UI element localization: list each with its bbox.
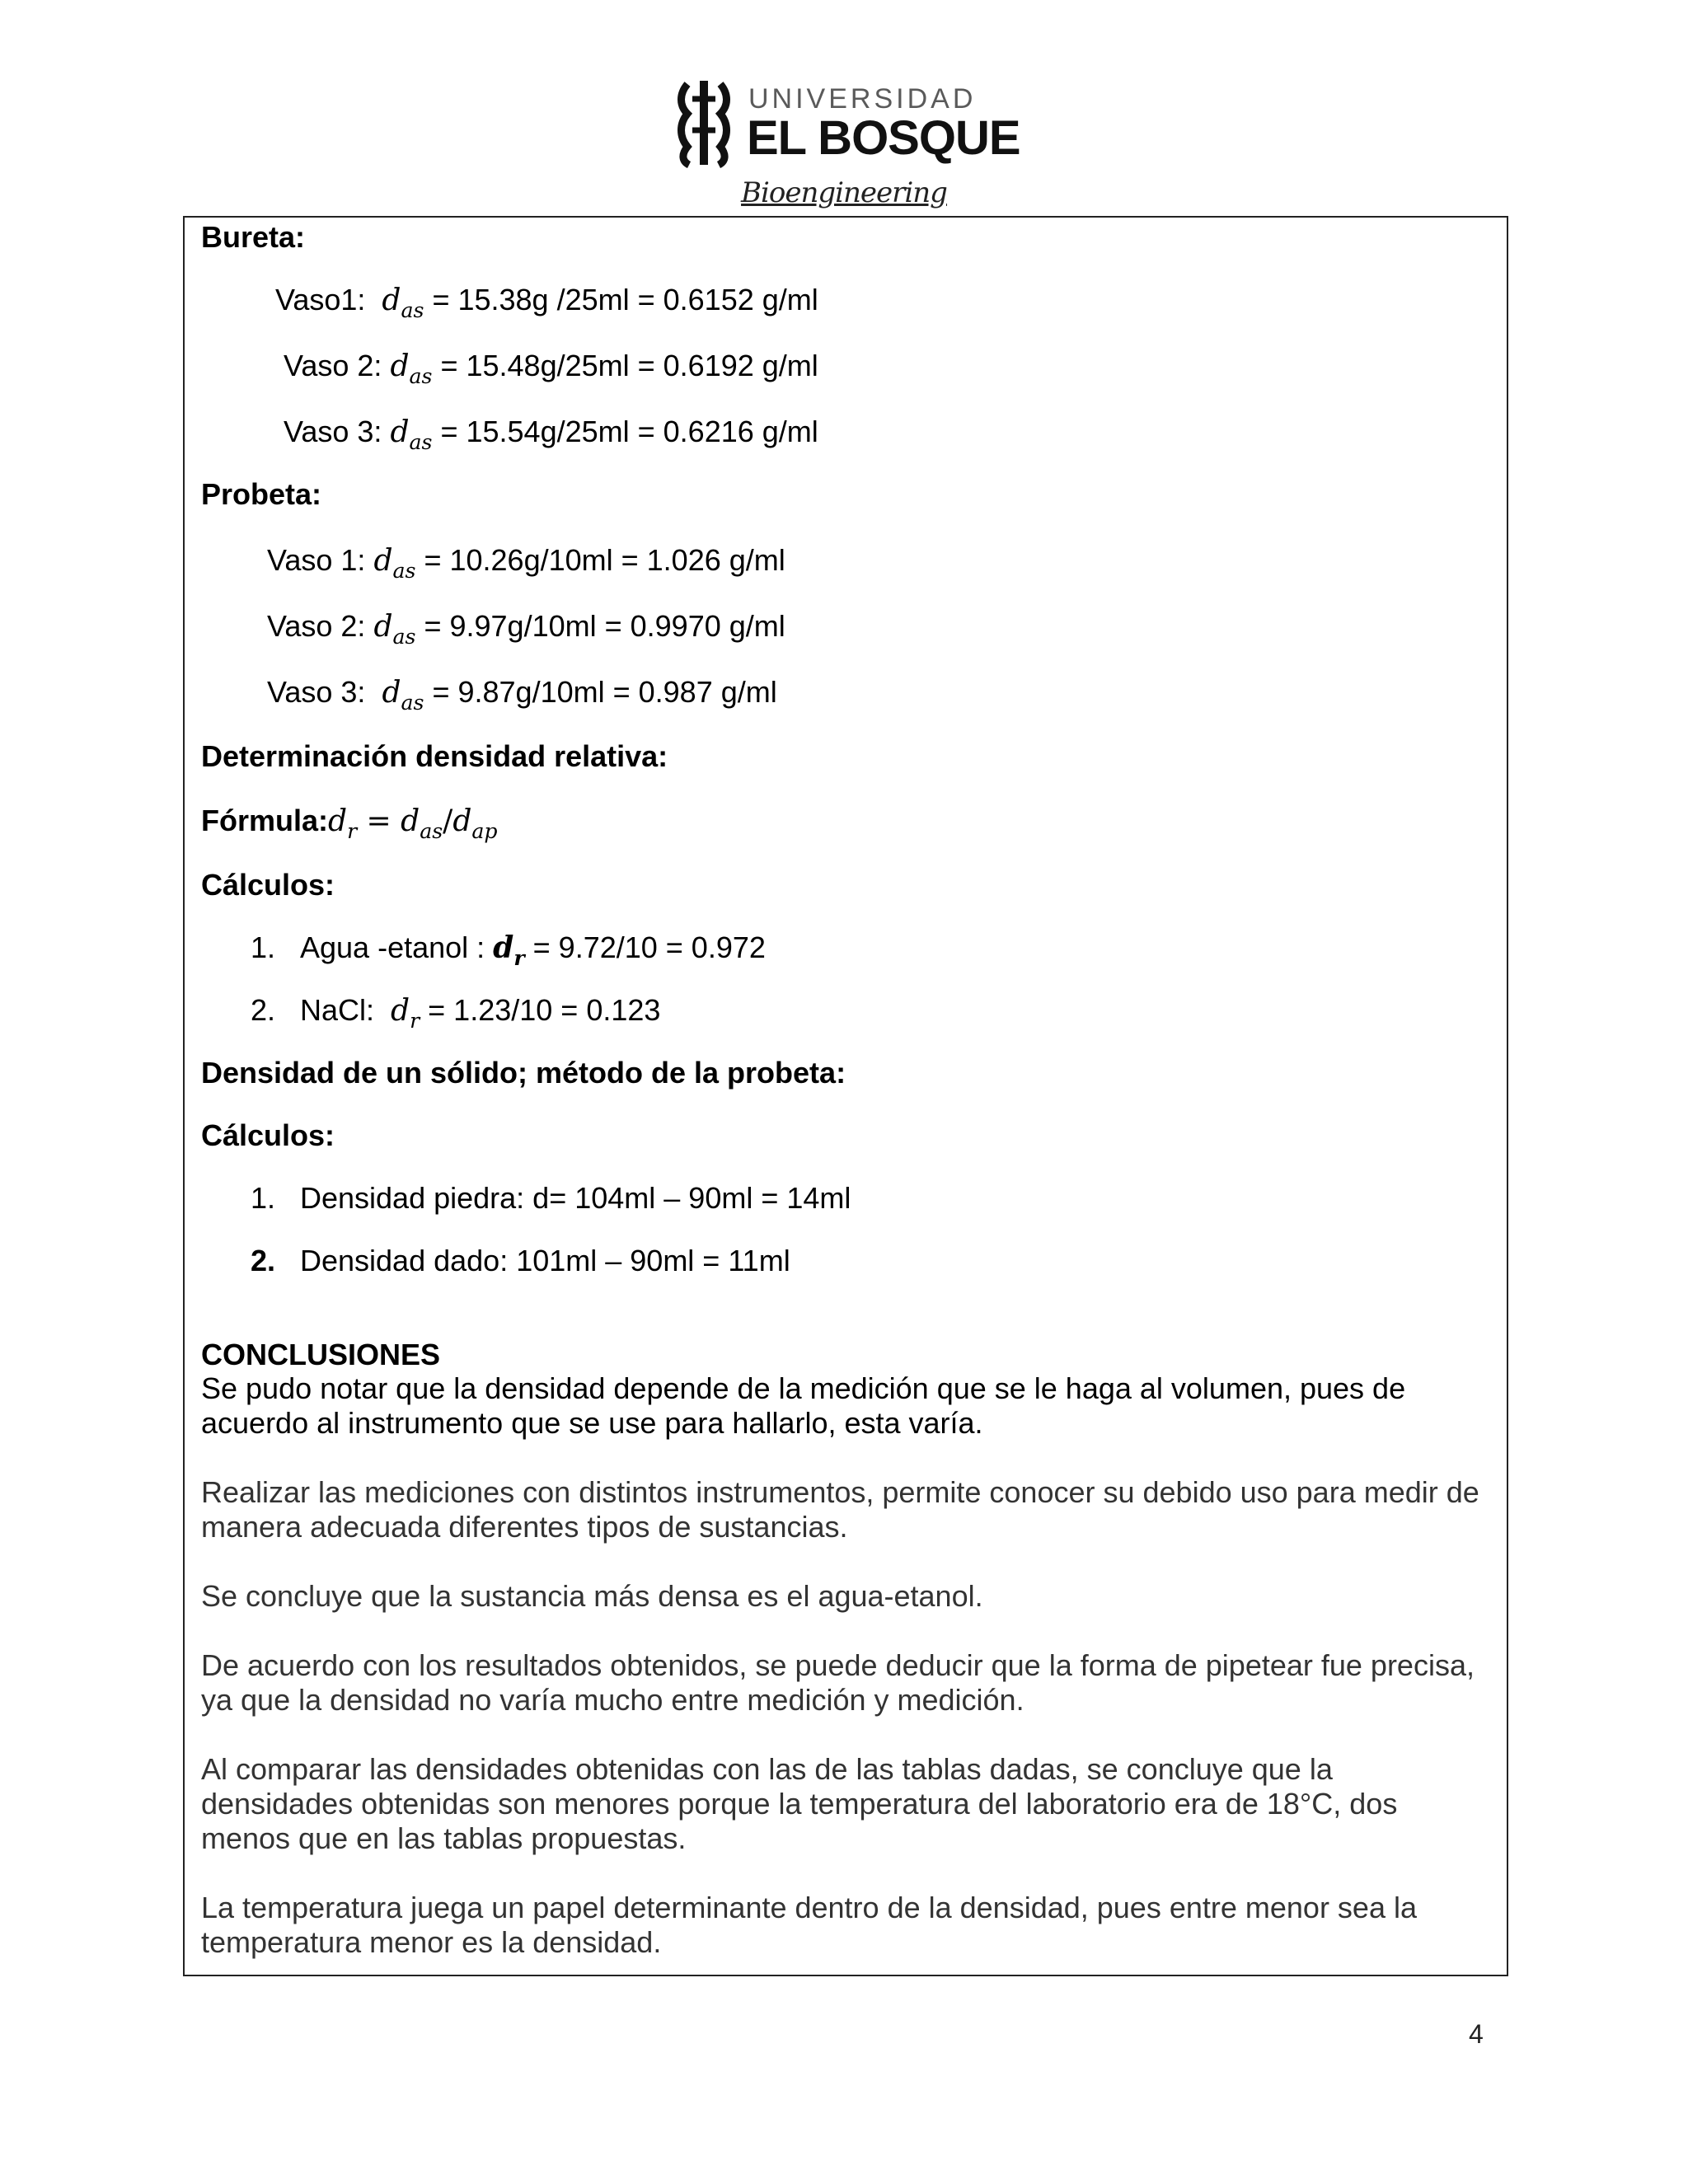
row-label: Vaso 1: bbox=[267, 543, 366, 577]
row-label: Vaso 3: bbox=[284, 415, 382, 448]
list-number: 1. bbox=[251, 1181, 276, 1215]
bureta-heading: Bureta: bbox=[201, 220, 306, 254]
list-item: 1. Densidad piedra: d= 104ml – 90ml = 14ml bbox=[251, 1181, 851, 1215]
row-label: Vaso 3: bbox=[267, 675, 366, 709]
conclusion-paragraph: Realizar las mediciones con distintos instrumentos, permite conocer su debido uso para medir de manera adecuada diferentes tipos de sustancias. bbox=[201, 1475, 1479, 1544]
bureta-row bbox=[275, 282, 818, 329]
bureta-row bbox=[284, 414, 818, 461]
page-number: 4 bbox=[1469, 2019, 1484, 2049]
list-item: 2. Densidad dado: 101ml – 90ml = 11ml bbox=[251, 1244, 790, 1277]
probeta-row bbox=[267, 542, 785, 589]
relativa-calc-heading: Cálculos: bbox=[201, 868, 335, 902]
formula-line bbox=[201, 803, 498, 850]
row-label: Vaso1: bbox=[275, 283, 366, 316]
university-logo bbox=[676, 77, 1020, 168]
conclusion-paragraph: Al comparar las densidades obtenidas con las de las tablas dadas, se concluye que la densidades obtenidas son menores porque la temperatura del laboratorio era de 18°C, dos menos que en las tablas propuestas. bbox=[201, 1752, 1398, 1855]
conclusion-paragraph: Se concluye que la sustancia más densa es el agua-etanol. bbox=[201, 1579, 983, 1613]
row-expression: = 9.87g/10ml = 0.987 g/ml bbox=[432, 675, 777, 709]
list-number: 1. bbox=[251, 930, 276, 964]
conclusion-paragraph: Se pudo notar que la densidad depende de la medición que se le haga al volumen, pues de acuerdo al instrumento que se use para hallarlo, esta varía. bbox=[201, 1371, 1406, 1440]
row-expression: = 15.48g/25ml = 0.6192 g/ml bbox=[440, 349, 818, 382]
formula-label: Fórmula: bbox=[201, 804, 329, 837]
row-expression: = 15.38g /25ml = 0.6152 g/ml bbox=[432, 283, 818, 316]
conclusion-paragraph: La temperatura juega un papel determinante dentro de la densidad, pues entre menor sea la temperatura menor es la densidad. bbox=[201, 1891, 1417, 1959]
relative-density-symbol: $d_r$ bbox=[493, 930, 525, 970]
relative-density-symbol: $d_r$ bbox=[391, 994, 420, 1033]
density-symbol: $d_{as}$ bbox=[390, 415, 433, 454]
relativa-heading: Determinación densidad relativa: bbox=[201, 739, 668, 773]
list-item: 2. NaCl: $d_r = 1.23/10 = 0.123$ bbox=[251, 993, 661, 1033]
row-expression: = 15.54g/25ml = 0.6216 g/ml bbox=[440, 415, 818, 448]
solido-calc-heading: Cálculos: bbox=[201, 1118, 335, 1152]
page-header bbox=[0, 0, 1688, 216]
row-label: Vaso 2: bbox=[267, 609, 366, 643]
density-symbol: $d_{as}$ bbox=[390, 349, 433, 388]
content-box bbox=[183, 216, 1508, 1976]
logo-university-text: UNIVERSIDAD bbox=[748, 83, 977, 115]
conclusion-paragraph: De acuerdo con los resultados obtenidos, se puede deducir que la forma de pipetear fue precisa, ya que la densidad no varía mucho entre medición y medición. bbox=[201, 1648, 1475, 1717]
list-number: 2. bbox=[251, 1244, 276, 1277]
density-symbol: $d_{as}$ bbox=[382, 676, 424, 715]
list-number: 2. bbox=[251, 993, 276, 1027]
solido-heading: Densidad de un sólido; método de la probeta: bbox=[201, 1056, 846, 1090]
logo-name-text: EL BOSQUE bbox=[747, 111, 1020, 165]
row-label: Vaso 2: bbox=[284, 349, 382, 382]
conclusiones-heading: CONCLUSIONES bbox=[201, 1338, 441, 1371]
row-expression: = 9.97g/10ml = 0.9970 g/ml bbox=[424, 609, 785, 643]
density-symbol: $d_{as}$ bbox=[382, 284, 424, 322]
row-expression: = 10.26g/10ml = 1.026 g/ml bbox=[424, 543, 785, 577]
probeta-row bbox=[267, 608, 785, 655]
header-subtitle: Bioengineering bbox=[741, 176, 947, 209]
probeta-row bbox=[267, 674, 777, 721]
probeta-heading: Probeta: bbox=[201, 477, 322, 511]
logo-emblem-icon bbox=[676, 77, 732, 168]
bureta-row bbox=[284, 348, 818, 395]
density-symbol: $d_{as}$ bbox=[373, 610, 416, 649]
list-item: 1. Agua -etanol : $d_r = 9.72/10 = 0.972$ bbox=[251, 930, 766, 970]
formula-expression: $d_r = d_{as}/d_{ap}$ bbox=[328, 804, 498, 843]
density-symbol: $d_{as}$ bbox=[373, 544, 416, 583]
